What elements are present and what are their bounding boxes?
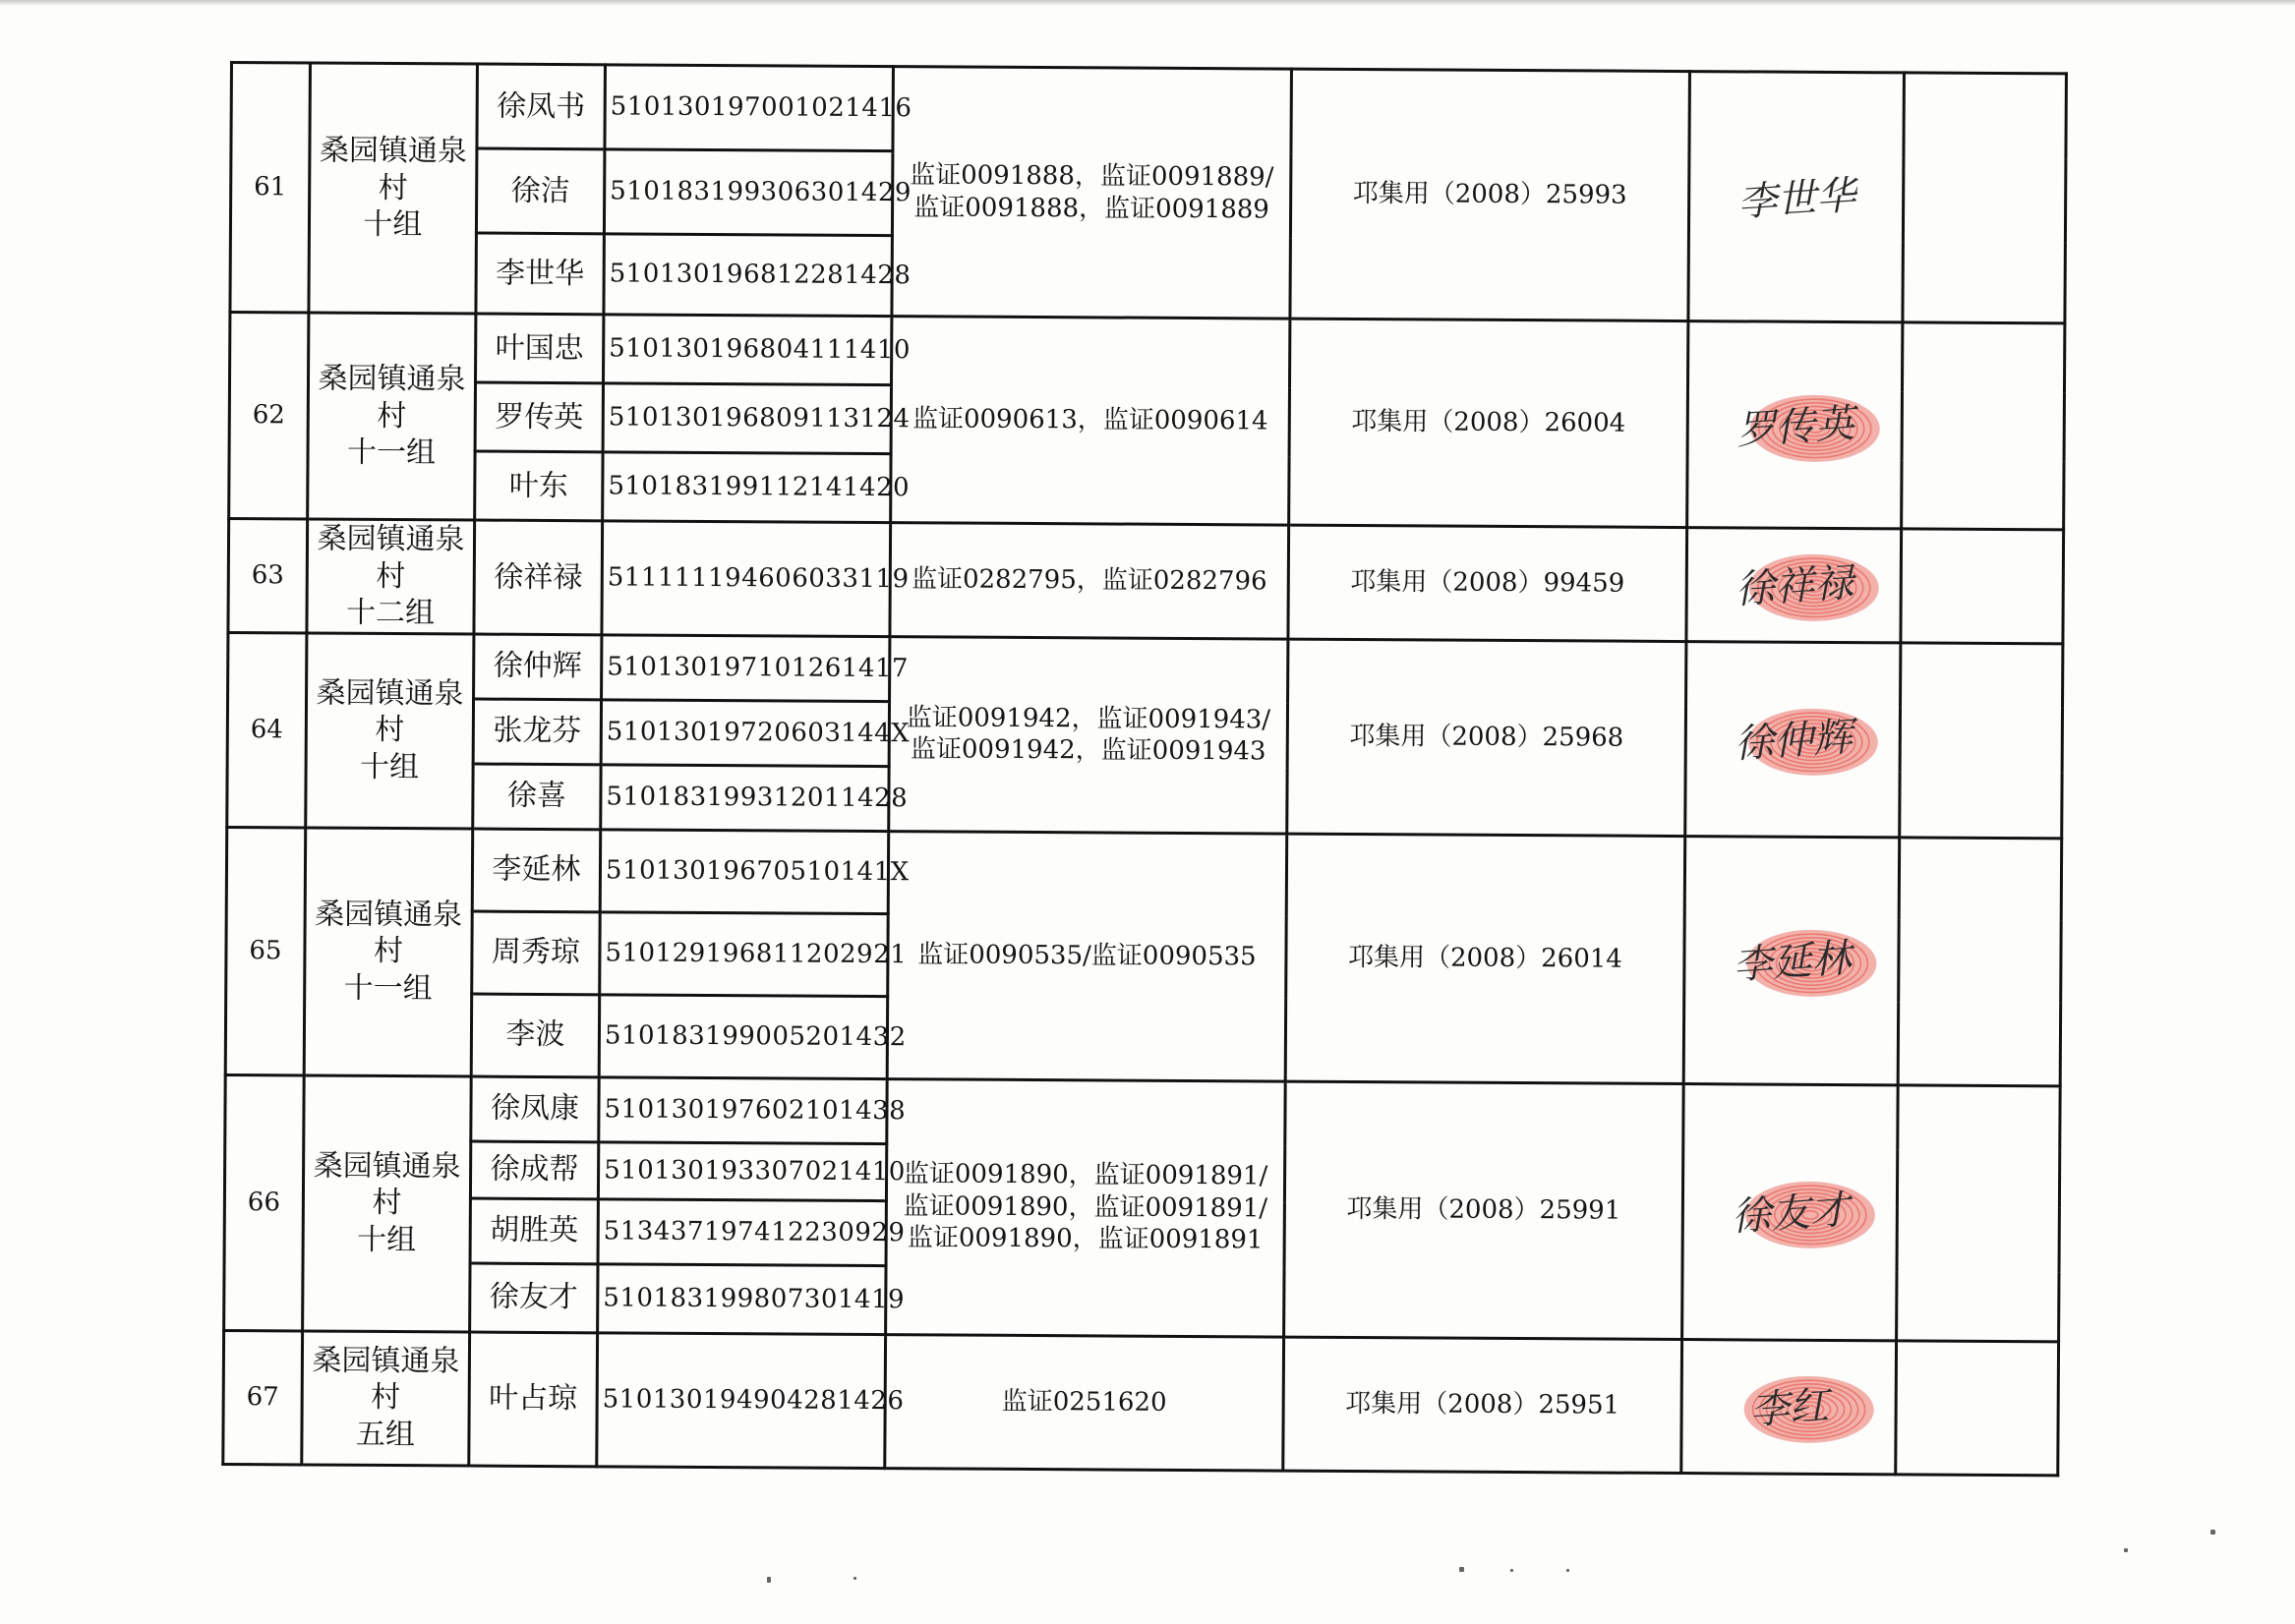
location-line: 桑园镇通泉村 (313, 1148, 461, 1221)
member-id-number: 510183199306301429 (604, 149, 893, 236)
certificate-text: 监证0090535/监证0090535 (917, 940, 1257, 972)
member-name: 徐祥禄 (474, 520, 603, 634)
member-name: 徐凤康 (471, 1076, 599, 1142)
signature-image (1695, 530, 1893, 639)
location-line: 十一组 (343, 970, 433, 1007)
certificate-numbers (890, 523, 1289, 639)
land-certificate: 邛集用（2008）25968 (1287, 639, 1686, 836)
land-certificate: 邛集用（2008）25993 (1290, 69, 1690, 320)
member-id-number: 510130196812281428 (604, 234, 892, 317)
certificate-text: 监证0091890，监证0091891/监证0091890，监证0091891/监证0091890，监证0091891 (903, 1159, 1268, 1255)
location-cell (302, 1330, 470, 1465)
member-id-number: 513437197412230929 (598, 1198, 886, 1265)
remarks-cell (1902, 322, 2065, 530)
member-id-number: 5101301972060З144X (601, 699, 889, 766)
member-id-number: 510130197101261417 (602, 634, 890, 701)
member-name: 徐洁 (476, 148, 605, 234)
land-certificate: 邛集用（2008）25991 (1284, 1081, 1684, 1339)
certificate-numbers (885, 1334, 1284, 1470)
location-cell (304, 827, 473, 1075)
location-line: 桑园镇通泉村 (316, 675, 464, 748)
member-id-number: 510129196811202921 (600, 911, 889, 996)
signature-cell (1681, 1339, 1897, 1474)
svg-text:徐友才: 徐友才 (1730, 1187, 1851, 1241)
member-name: 李波 (471, 994, 600, 1077)
member-id-number: 510183199807301419 (598, 1263, 886, 1334)
svg-text:徐仲辉: 徐仲辉 (1733, 714, 1854, 768)
certificate-text: 监证0091888，监证0091889/监证0091888，监证0091889 (910, 160, 1274, 224)
signature-image (1693, 905, 1891, 1015)
member-id-number: 510183199112141420 (603, 452, 891, 523)
remarks-cell (1898, 837, 2062, 1085)
location-line: 十组 (360, 749, 420, 784)
certificate-text: 监证0091942，监证0091943/监证0091942，监证0091943 (906, 702, 1271, 767)
signature-cell (1683, 836, 1900, 1084)
scan-edge (0, 0, 2295, 6)
member-name: 李延林 (472, 829, 601, 912)
location-line: 十二组 (345, 595, 436, 631)
signature-cell (1687, 321, 1903, 529)
table-row (230, 313, 2065, 392)
location-line: 十组 (363, 207, 423, 243)
member-name: 叶占琼 (469, 1332, 598, 1467)
row-number: 67 (223, 1330, 303, 1464)
svg-text:李红: 李红 (1747, 1383, 1830, 1434)
location-line: 十组 (357, 1222, 417, 1257)
member-id-number: 510130197001021416 (605, 65, 894, 151)
remarks-cell (1896, 1340, 2059, 1475)
table-row (231, 63, 2066, 158)
location-line: 桑园镇通泉村 (317, 521, 465, 594)
location-cell (306, 632, 474, 828)
member-name: 李世华 (476, 233, 604, 315)
remarks-cell (1903, 73, 2067, 323)
signature-image (1696, 371, 1894, 480)
certificate-numbers (891, 317, 1290, 525)
svg-text:罗传英: 罗传英 (1735, 400, 1855, 453)
certificate-text: 监证0251620 (1001, 1386, 1167, 1418)
certificate-numbers (887, 831, 1287, 1080)
svg-text:李世华: 李世华 (1736, 172, 1857, 226)
location-cell (308, 313, 476, 520)
member-name: 胡胜英 (470, 1198, 598, 1264)
location-cell (303, 1074, 472, 1331)
member-id-number: 510130194904281426 (597, 1332, 886, 1468)
signature-image (1690, 1352, 1888, 1461)
land-certificate: 邛集用（2008）99459 (1288, 525, 1687, 641)
row-number: 65 (225, 827, 306, 1074)
certificate-numbers (886, 1078, 1286, 1336)
location-line: 五组 (355, 1417, 416, 1452)
remarks-cell (1900, 642, 2063, 838)
member-name: 徐成帮 (470, 1141, 598, 1199)
certificate-numbers (892, 67, 1292, 319)
member-id-number: 510130196804111410 (604, 315, 892, 385)
member-id-number: 510130197602101438 (599, 1076, 887, 1143)
member-name: 徐喜 (473, 764, 601, 830)
signature-cell (1682, 1083, 1899, 1340)
svg-text:徐祥禄: 徐祥禄 (1734, 560, 1854, 613)
member-name: 徐友才 (470, 1263, 598, 1333)
member-id-number: 511111194606033119 (602, 521, 891, 636)
member-id-number: 510183199005201432 (599, 994, 888, 1078)
table-row (228, 632, 2063, 708)
member-id-number: 51013019670510141X (600, 829, 889, 913)
row-number: 62 (229, 313, 309, 519)
land-certificate: 邛集用（2008）26004 (1289, 319, 1688, 527)
member-id-number: 510183199312011428 (601, 764, 889, 831)
remarks-cell (1901, 529, 2064, 644)
certificate-numbers (889, 636, 1288, 833)
svg-text:李延林: 李延林 (1731, 935, 1853, 989)
location-line: 桑园镇通泉村 (315, 897, 463, 969)
certificate-text: 监证0282795，监证0282796 (911, 564, 1267, 597)
member-name: 张龙芬 (473, 699, 601, 765)
registry-table (221, 61, 2068, 1477)
member-name: 叶国忠 (476, 314, 604, 383)
signature-cell (1686, 528, 1902, 643)
member-name: 徐凤书 (477, 64, 606, 149)
member-name: 周秀琼 (472, 911, 601, 995)
remarks-cell (1897, 1084, 2061, 1341)
location-line: 桑园镇通泉村 (318, 361, 466, 434)
signature-image (1694, 684, 1892, 793)
location-cell (309, 63, 478, 314)
row-number: 61 (230, 63, 311, 313)
table-row (223, 1330, 2059, 1475)
member-id-number: 510130193307021410 (598, 1141, 886, 1200)
table-row (225, 1074, 2060, 1150)
member-name: 罗传英 (475, 382, 603, 452)
location-line: 桑园镇通泉村 (312, 1343, 460, 1416)
row-number: 64 (227, 632, 307, 827)
location-cell (307, 519, 475, 634)
signature-image (1697, 143, 1895, 252)
signature-cell (1688, 72, 1905, 322)
row-number: 66 (224, 1074, 305, 1330)
location-line: 十一组 (346, 435, 437, 471)
member-name: 徐仲辉 (474, 634, 602, 700)
signature-image (1691, 1157, 1889, 1266)
table-row (226, 827, 2061, 920)
member-name: 叶东 (475, 451, 603, 521)
location-line: 桑园镇通泉村 (319, 133, 468, 205)
land-certificate: 邛集用（2008）25951 (1283, 1337, 1682, 1473)
land-certificate: 邛集用（2008）26014 (1285, 834, 1685, 1083)
certificate-text: 监证0090613，监证0090614 (912, 404, 1268, 436)
table-row (228, 519, 2064, 644)
row-number: 63 (228, 519, 308, 633)
signature-cell (1685, 641, 1901, 837)
member-id-number: 510130196809113124 (603, 383, 891, 454)
